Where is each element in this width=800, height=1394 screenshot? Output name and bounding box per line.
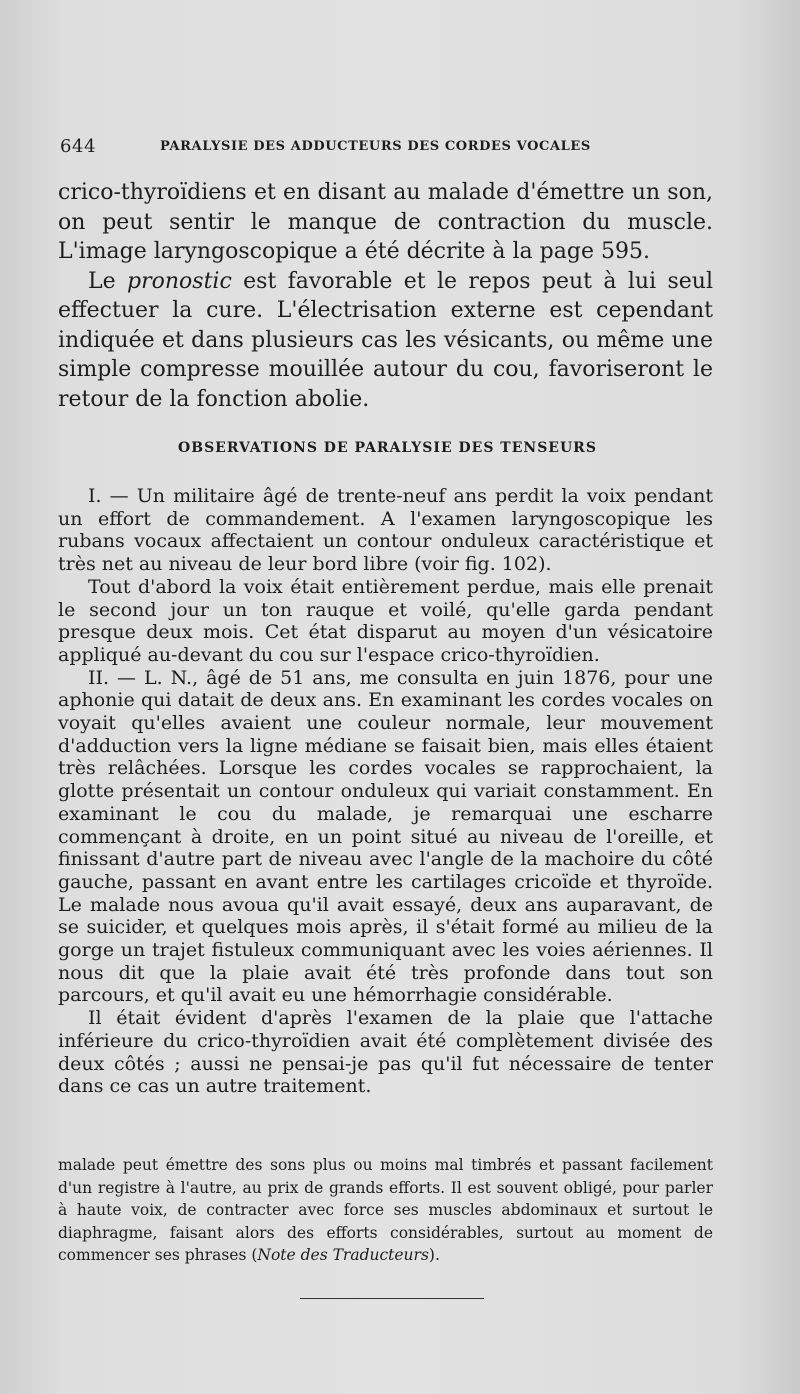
end-rule	[300, 1298, 484, 1299]
footnote-attribution: Note des Traducteurs	[257, 1246, 429, 1264]
paragraph-continuation: crico-thyroïdiens et en disant au malade d'émettre un son, on peut sentir le manque de contraction du muscle. L'image laryngoscopique a été décrite à la page 595.	[58, 180, 713, 264]
prognosis-lead: Le	[88, 268, 116, 294]
observation-1: I. — Un militaire âgé de trente-neuf ans perdit la voix pendant un effort de commandement. A l'examen laryngoscopique les rubans vocaux affectaient un contour onduleux caractéristique et très net au niveau de leur bord libre (voir fig. 102).	[58, 485, 713, 576]
footnote-close: ).	[428, 1246, 440, 1264]
paragraph-prognosis	[58, 267, 713, 415]
page-number: 644	[60, 136, 97, 157]
footnote-text: malade peut émettre des sons plus ou moins mal timbrés et passant facilement d'un registre à l'autre, au prix de grands efforts. Il est souvent obligé, pour parler à haute voix, de contracter avec force ses muscles abdominaux et surtout le diaphragme, faisant alors des efforts considérables, surtout au moment de commencer ses phrases (	[58, 1156, 713, 1264]
running-title: PARALYSIE DES ADDUCTEURS DES CORDES VOCALES	[160, 139, 591, 154]
footnote-paragraph	[58, 1154, 713, 1267]
observation-2: II. — L. N., âgé de 51 ans, me consulta en juin 1876, pour une aphonie qui datait de deux ans. En examinant les cordes vocales on voyait qu'elles avaient une couleur normale, leur mouvement d'adduction vers la ligne médiane se faisait bien, mais elles étaient très relâchées. Lorsque les cordes vocales se rapprochaient, la glotte présentait un contour onduleux qui variait constamment. En examinant le cou du malade, je remarquai une escharre commençant à droite, en un point situé au niveau de l'oreille, et finissant d'autre part de niveau avec l'angle de la machoire du côté gauche, passant en avant entre les cartilages cricoïde et thyroïde. Le malade nous avoua qu'il avait essayé, deux ans auparavant, de se suicider, et quelques mois après, il s'était formé au milieu de la gorge un trajet fistuleux communiquant avec les voies aériennes. Il nous dit que la plaie avait été très profonde dans tout son parcours, et qu'il avait eu une hémorrhagie considérable.	[58, 666, 713, 1007]
footnote	[58, 1154, 713, 1267]
main-text	[58, 178, 713, 414]
observation-1-continued: Tout d'abord la voix était entièrement perdue, mais elle prenait le second jour un ton rauque et voilé, qu'elle garda pendant presque deux mois. Cet état disparut au moyen d'un vésicatoire appliqué au-devant du cou sur l'espace crico-thyroïdien.	[58, 575, 713, 666]
prognosis-term: pronostic	[127, 268, 232, 294]
section-title: OBSERVATIONS DE PARALYSIE DES TENSEURS	[178, 440, 597, 456]
observation-2-continued: Il était évident d'après l'examen de la plaie que l'attache inférieure du crico-thyroïdien avait été complètement divisée des deux côtés ; aussi ne pensai-je pas qu'il fut nécessaire de tenter dans ce cas un autre traitement.	[58, 1007, 713, 1098]
prognosis-body: est favorable et le repos peut à lui seul effectuer la cure. L'électrisation externe est cependant indiquée et dans plusieurs cas les vésicants, ou même une simple compresse mouillée autour du cou, favoriseront le retour de la fonction abolie.	[58, 268, 713, 412]
observations	[58, 485, 713, 1098]
page-header	[60, 136, 720, 166]
